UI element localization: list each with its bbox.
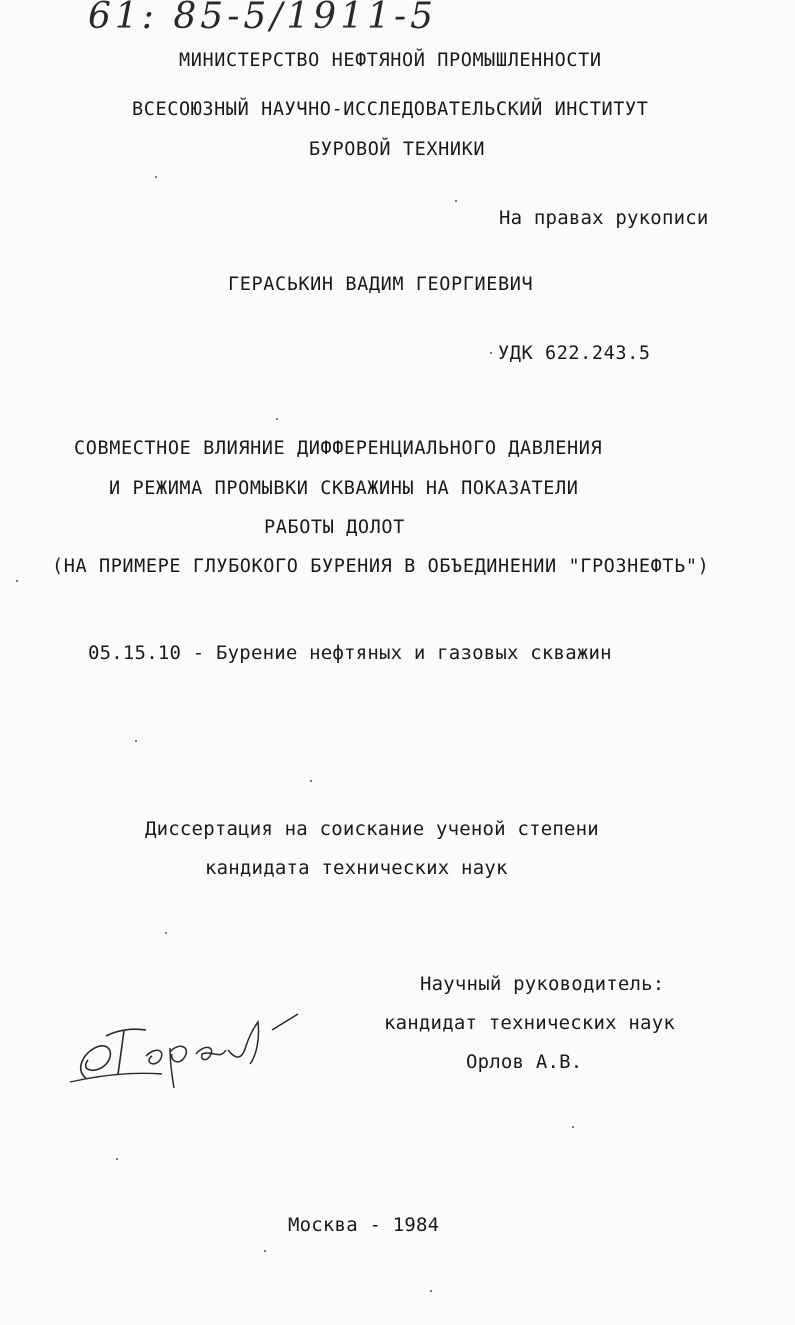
institute-name-line-2: БУРОВОЙ ТЕХНИКИ <box>309 139 486 160</box>
title-line-1: СОВМЕСТНОЕ ВЛИЯНИЕ ДИФФЕРЕНЦИАЛЬНОГО ДАВЛЕНИЯ <box>74 438 603 459</box>
title-line-4: (НА ПРИМЕРЕ ГЛУБОКОГО БУРЕНИЯ В ОБЪЕДИНЕНИИ "ГРОЗНЕФТЬ") <box>52 556 710 577</box>
scan-speck <box>155 176 157 178</box>
scan-speck <box>310 780 312 782</box>
author-signature <box>66 1000 306 1090</box>
scan-speck <box>490 352 492 354</box>
supervisor-name: Орлов А.В. <box>466 1051 583 1073</box>
institute-name-line-1: ВСЕСОЮЗНЫЙ НАУЧНО-ИССЛЕДОВАТЕЛЬСКИЙ ИНСТИТУТ <box>132 99 649 120</box>
scan-speck <box>430 1290 432 1292</box>
udc-code: УДК 622.243.5 <box>498 343 651 364</box>
degree-line-2: кандидата технических наук <box>205 857 508 879</box>
scan-speck <box>455 200 457 202</box>
scan-speck <box>264 1250 266 1252</box>
scan-speck <box>165 932 167 934</box>
city-year: Москва - 1984 <box>288 1214 440 1236</box>
scan-speck <box>116 1158 118 1160</box>
manuscript-note: На правах рукописи <box>499 207 709 229</box>
title-line-3: РАБОТЫ ДОЛОТ <box>264 517 405 538</box>
scan-speck <box>135 740 137 742</box>
scan-speck <box>572 1126 574 1128</box>
specialty-code: 05.15.10 - Бурение нефтяных и газовых скважин <box>88 642 612 664</box>
supervisor-degree: кандидат технических наук <box>384 1012 675 1034</box>
author-name: ГЕРАСЬКИН ВАДИМ ГЕОРГИЕВИЧ <box>228 274 534 295</box>
archive-number: 61: 85-5/1911-5 <box>88 0 438 37</box>
title-line-2: И РЕЖИМА ПРОМЫВКИ СКВАЖИНЫ НА ПОКАЗАТЕЛИ <box>109 478 579 499</box>
ministry-name: МИНИСТЕРСТВО НЕФТЯНОЙ ПРОМЫШЛЕННОСТИ <box>179 50 602 71</box>
degree-line-1: Диссертация на соискание ученой степени <box>145 818 599 840</box>
scan-speck <box>276 418 278 420</box>
scan-speck <box>16 580 18 582</box>
supervisor-label: Научный руководитель: <box>420 973 665 995</box>
